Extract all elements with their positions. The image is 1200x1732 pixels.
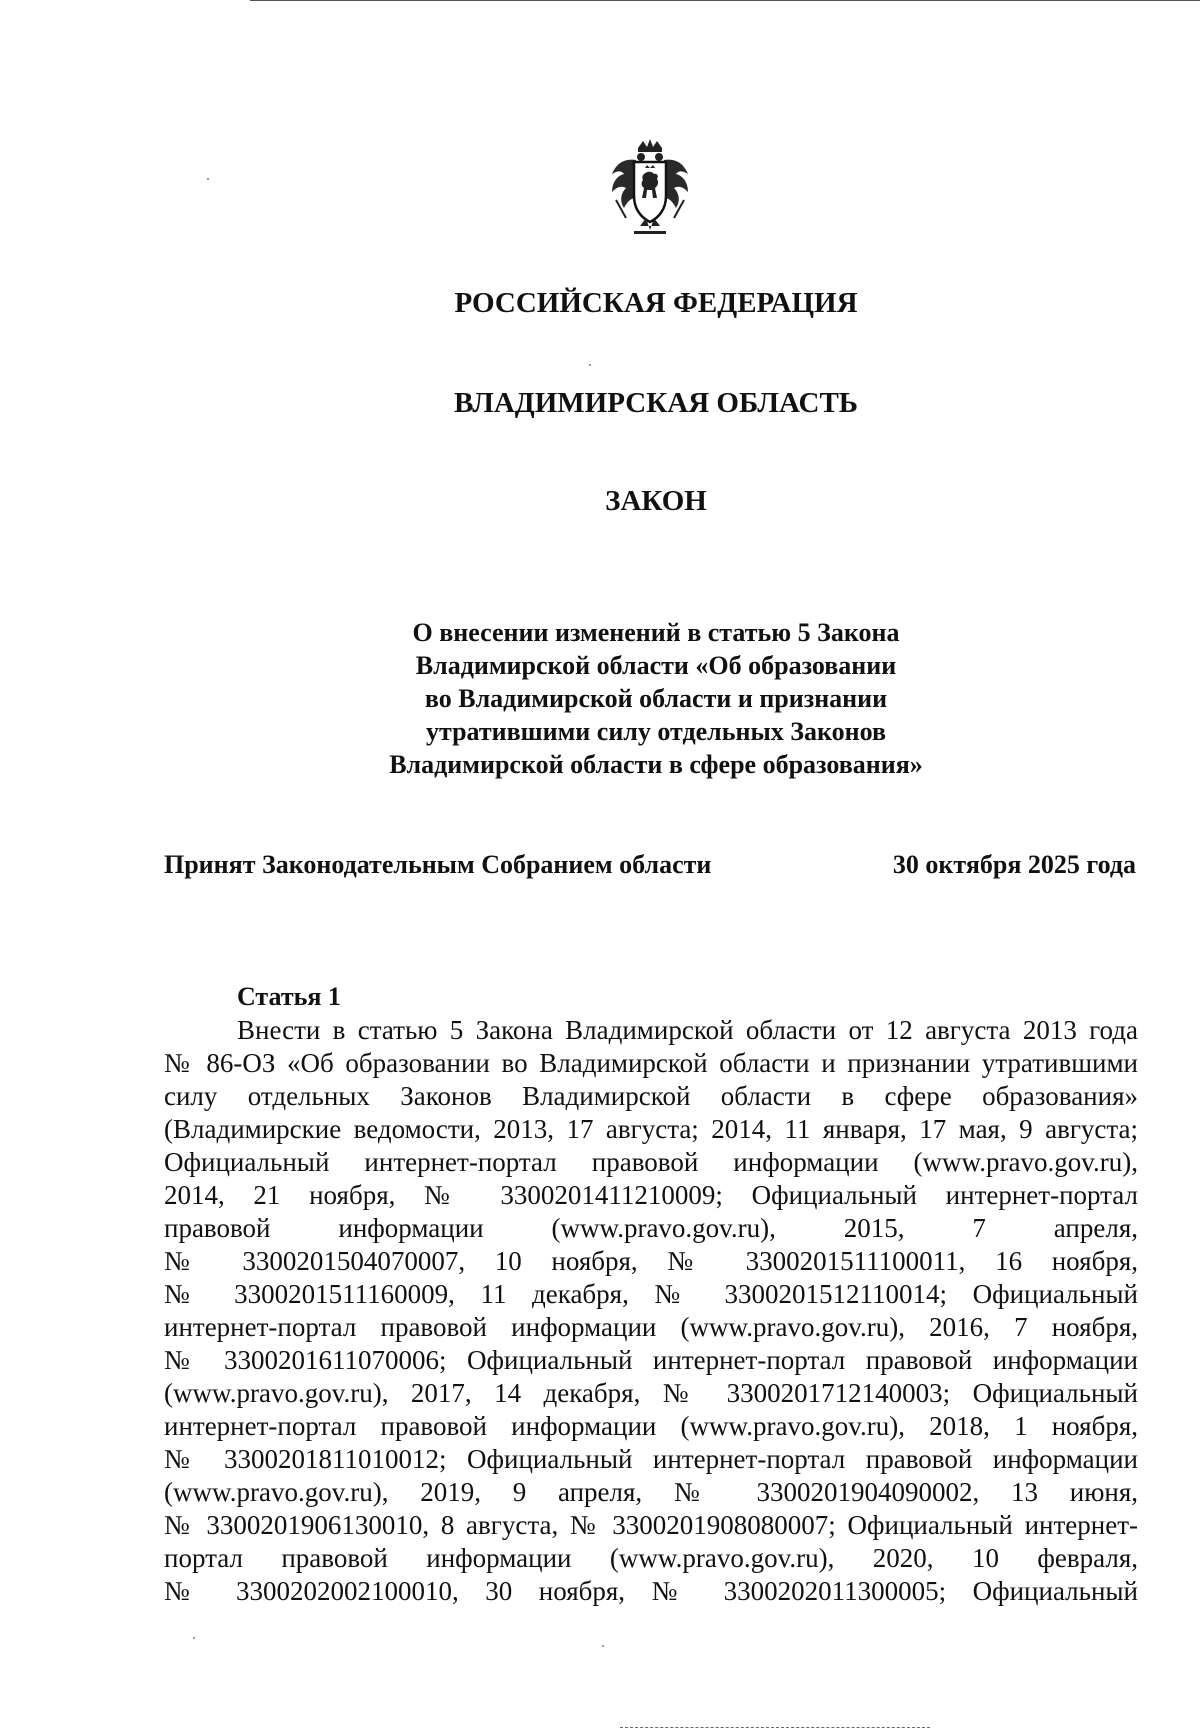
article-line: портал правовой информации (www.pravo.gov.ru), 2020, 10 февраля, (164, 1543, 1138, 1573)
article-line: № 3300201504070007, 10 ноября, № 3300201511100011, 16 ноября, (164, 1246, 1138, 1276)
scan-bottom-border (620, 1727, 930, 1728)
document-type-heading: ЗАКОН (605, 485, 707, 517)
article-line: (Владимирские ведомости, 2013, 17 августа; 2014, 11 января, 17 мая, 9 августа; (164, 1114, 1138, 1144)
law-title-line: утратившими силу отдельных Законов (425, 717, 887, 746)
federation-heading: РОССИЙСКАЯ ФЕДЕРАЦИЯ (454, 287, 858, 319)
law-title-line: О внесении изменений в статью 5 Закона (412, 618, 900, 647)
scan-speck (589, 364, 591, 366)
article-line: Официальный интернет-портал правовой информации (www.pravo.gov.ru), (164, 1147, 1138, 1177)
law-title-line: Владимирской области в сфере образования» (389, 750, 923, 779)
article-line: № 3300201611070006; Официальный интернет-портал правовой информации (164, 1345, 1138, 1375)
region-heading: ВЛАДИМИРСКАЯ ОБЛАСТЬ (454, 387, 858, 419)
article-line: № 3300202002100010, 30 ноября, № 3300202011300005; Официальный (164, 1576, 1138, 1606)
article-line: № 86-ОЗ «Об образовании во Владимирской области и признании утратившими (164, 1048, 1138, 1078)
scan-speck (602, 1645, 604, 1647)
article-line: № 3300201906130010, 8 августа, № 3300201908080007; Официальный интернет- (164, 1510, 1138, 1540)
scan-top-border (250, 0, 1200, 1)
article-line: интернет-портал правовой информации (www.pravo.gov.ru), 2016, 7 ноября, (164, 1312, 1138, 1342)
article-body (164, 1014, 1138, 1608)
adoption-label: Принят Законодательным Собранием области (164, 850, 712, 879)
article-line: силу отдельных Законов Владимирской области в сфере образования» (164, 1081, 1138, 1111)
article-line: № 3300201811010012; Официальный интернет-портал правовой информации (164, 1444, 1138, 1474)
scan-speck (207, 178, 209, 180)
scan-speck (193, 1637, 195, 1639)
article-line: № 3300201511160009, 11 декабря, № 3300201512110014; Официальный (164, 1279, 1138, 1309)
article-heading: Статья 1 (237, 982, 341, 1011)
article-line: (www.pravo.gov.ru), 2019, 9 апреля, № 3300201904090002, 13 июня, (164, 1477, 1138, 1507)
article-line: 2014, 21 ноября, № 3300201411210009; Официальный интернет-портал (164, 1180, 1138, 1210)
law-title (300, 616, 1012, 781)
article-line: интернет-портал правовой информации (www.pravo.gov.ru), 2018, 1 ноября, (164, 1411, 1138, 1441)
coat-of-arms-icon (600, 138, 700, 238)
article-line: правовой информации (www.pravo.gov.ru), 2015, 7 апреля, (164, 1213, 1138, 1243)
article-line: Внести в статью 5 Закона Владимирской области от 12 августа 2013 года (237, 1015, 1138, 1045)
law-title-line: Владимирской области «Об образовании (415, 651, 897, 680)
article-line: (www.pravo.gov.ru), 2017, 14 декабря, № 3300201712140003; Официальный (164, 1378, 1138, 1408)
adoption-date: 30 октября 2025 года (892, 850, 1136, 879)
law-title-line: во Владимирской области и признании (424, 684, 888, 713)
